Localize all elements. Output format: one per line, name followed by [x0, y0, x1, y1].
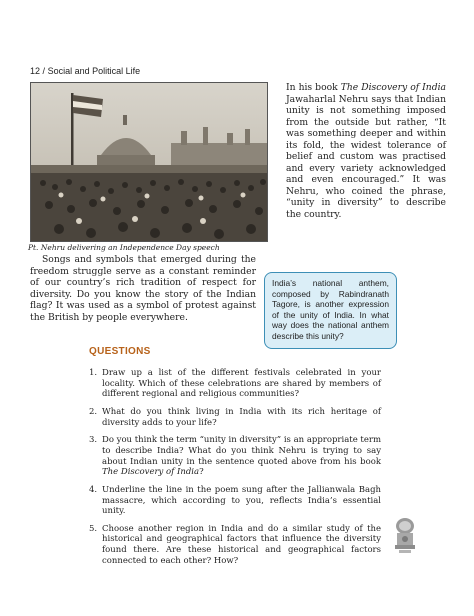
book-title-inline: The Discovery of India: [340, 82, 446, 93]
question-item: [89, 524, 381, 566]
book-title-inline: The Discovery of India: [102, 467, 200, 478]
paragraph-body: Jawaharlal Nehru says that Indian unity is not something imposed from the outside but rather, “It was something deeper and within its fold, the widest tolerance of belief and custom was practised and every variety acknowledged and even encouraged.” It was Nehru, who coined the phrase, “unity in diversity” to describe the country.: [286, 93, 446, 220]
book-title: Social and Political Life: [47, 66, 141, 76]
question-item: [89, 435, 381, 477]
nehru-speech-photo: [30, 82, 268, 242]
paragraph-intro: In his book: [286, 82, 341, 93]
questions-list: [89, 368, 381, 573]
question-text: Draw up a list of the different festivals celebrated in your locality. Which of these celebrations are shared by members of different regional and religious communities?: [102, 368, 381, 400]
question-number: 2.: [89, 406, 98, 417]
page-number: 12: [30, 66, 41, 76]
question-item: [89, 407, 381, 428]
nehru-quote-paragraph: [286, 82, 446, 220]
questions-heading: QUESTIONS: [89, 346, 151, 357]
songs-symbols-text: Songs and symbols that emerged during the freedom struggle serve as a constant reminder of our country’s rich tradition of respect for diversity. Do you know the story of the Indian flag? It was used as a symbol of protest against the British by people everywhere.: [30, 254, 256, 323]
question-item: [89, 485, 381, 517]
national-anthem-callout: India’s national anthem, composed by Rabindranath Tagore, is another expression of the unity of India. In what way does the national anthem describe this unity?: [264, 272, 397, 349]
question-text: Underline the line in the poem sung after the Jallianwala Bagh massacre, which according to you, reflects India’s essential unity.: [102, 484, 381, 517]
photo-caption: Pt. Nehru delivering an Independence Day speech: [28, 243, 220, 252]
page-header: [30, 66, 140, 76]
national-emblem-icon: [390, 516, 420, 556]
question-text: Do you think the term “unity in diversity” is an appropriate term to describe India? What do you think Nehru is trying to say about Indian unity in the sentence quoted above from his book: [102, 435, 381, 467]
question-number: 3.: [89, 435, 98, 446]
songs-symbols-paragraph: [30, 254, 256, 324]
question-number: 5.: [89, 523, 98, 534]
question-number: 1.: [89, 368, 98, 378]
question-item: [89, 368, 381, 400]
question-number: 4.: [89, 484, 98, 495]
question-text: Choose another region in India and do a similar study of the historical and geographical factors that influence the diversity found there. Are these historical and geographical factors connected to each other? How?: [102, 523, 381, 566]
photo-illustration: [31, 83, 267, 241]
question-text: What do you think living in India with its rich heritage of diversity adds to your life?: [102, 406, 381, 428]
header-separator: /: [42, 66, 46, 76]
question-text-end: ?: [199, 467, 204, 478]
